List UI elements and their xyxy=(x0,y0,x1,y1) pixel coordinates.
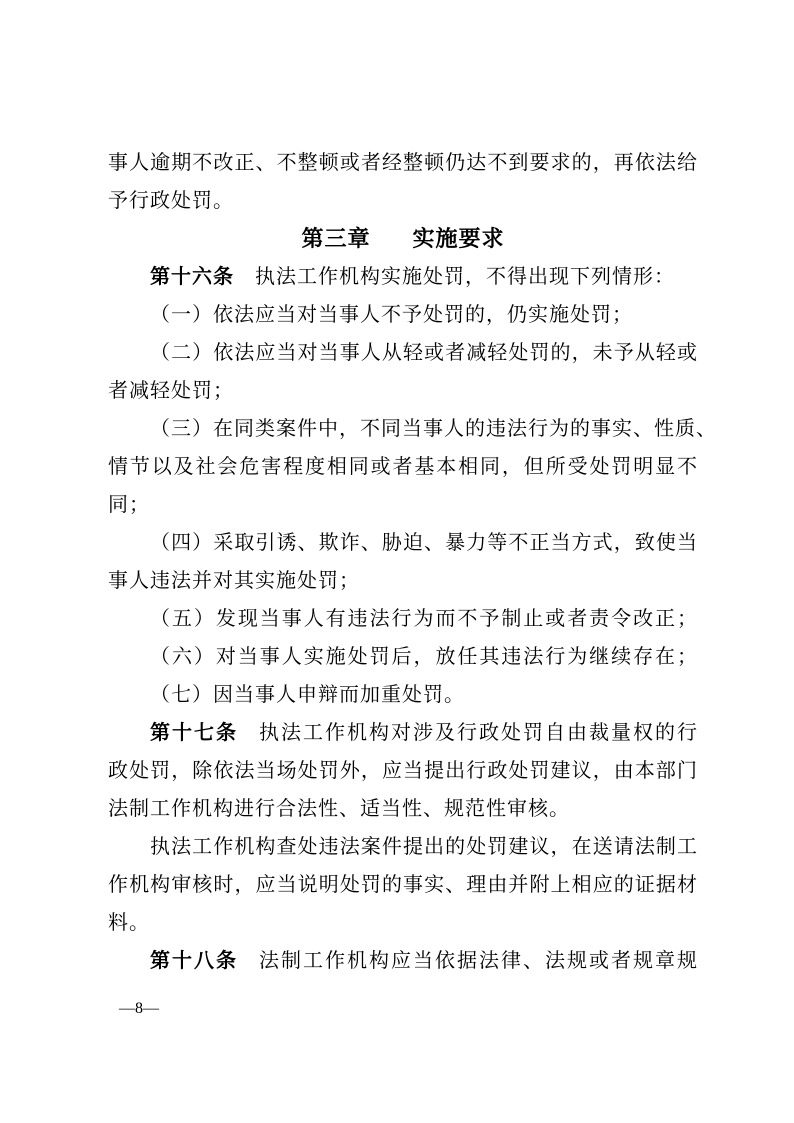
line-text: 政处罚，除依法当场处罚外，应当提出行政处罚建议，由本部门 xyxy=(108,760,698,782)
body-line xyxy=(108,448,698,486)
line-text: 事人逾期不改正、不整顿或者经整顿仍达不到要求的，再依法给 xyxy=(108,152,698,174)
body-line xyxy=(108,942,698,980)
line-text: 情节以及社会危害程度相同或者基本相同，但所受处罚明显不 xyxy=(108,456,698,478)
body-line xyxy=(108,562,698,600)
body-line xyxy=(108,904,698,942)
body-line xyxy=(108,182,698,220)
line-text: 作机构审核时，应当说明处罚的事实、理由并附上相应的证据材 xyxy=(108,874,698,896)
line-text: 料。 xyxy=(108,912,150,934)
line-text: 法制工作机构进行合法性、适当性、规范性审核。 xyxy=(108,798,570,820)
document-body xyxy=(108,144,717,980)
body-line xyxy=(108,638,698,676)
body-line xyxy=(108,486,698,524)
line-text: 者减轻处罚； xyxy=(108,380,234,402)
body-line xyxy=(108,372,698,410)
body-line xyxy=(108,828,698,866)
line-text: （七）因当事人申辩而加重处罚。 xyxy=(150,684,465,706)
line-text: 同； xyxy=(108,494,150,516)
body-line xyxy=(108,410,717,448)
body-line xyxy=(108,866,698,904)
body-line xyxy=(108,714,698,752)
body-line xyxy=(108,600,698,638)
body-line xyxy=(108,676,698,714)
chapter-title: 实施要求 xyxy=(412,226,505,251)
line-text: （四）采取引诱、欺诈、胁迫、暴力等不正当方式，致使当 xyxy=(150,532,698,554)
line-text: 法制工作机构应当依据法律、法规或者规章规 xyxy=(259,950,698,972)
body-line xyxy=(108,752,698,790)
body-line xyxy=(108,334,698,372)
line-text: （一）依法应当对当事人不予处罚的，仍实施处罚； xyxy=(150,304,633,326)
article-number: 第十七条 xyxy=(150,722,238,744)
chapter-number: 第三章 xyxy=(301,226,371,251)
line-text: 事人违法并对其实施处罚； xyxy=(108,570,360,592)
line-text: 执法工作机构查处违法案件提出的处罚建议，在送请法制工 xyxy=(150,836,698,858)
line-text: （五）发现当事人有违法行为而不予制止或者责令改正； xyxy=(150,608,698,630)
body-line xyxy=(108,258,698,296)
line-text: 予行政处罚。 xyxy=(108,190,234,212)
page-number: —8— xyxy=(119,1000,159,1017)
body-line xyxy=(108,524,698,562)
article-number: 第十八条 xyxy=(150,950,238,972)
chapter-heading xyxy=(108,220,698,258)
body-line xyxy=(108,790,698,828)
line-text: 执法工作机构对涉及行政处罚自由裁量权的行 xyxy=(259,722,698,744)
line-text: （二）依法应当对当事人从轻或者减轻处罚的，未予从轻或 xyxy=(150,342,698,364)
body-line xyxy=(108,296,698,334)
article-number: 第十六条 xyxy=(150,266,234,288)
line-text: （六）对当事人实施处罚后，放任其违法行为继续存在； xyxy=(150,646,698,668)
line-text: （三）在同类案件中，不同当事人的违法行为的事实、性质、 xyxy=(150,418,717,440)
body-line xyxy=(108,144,698,182)
line-text: 执法工作机构实施处罚，不得出现下列情形： xyxy=(255,266,675,288)
